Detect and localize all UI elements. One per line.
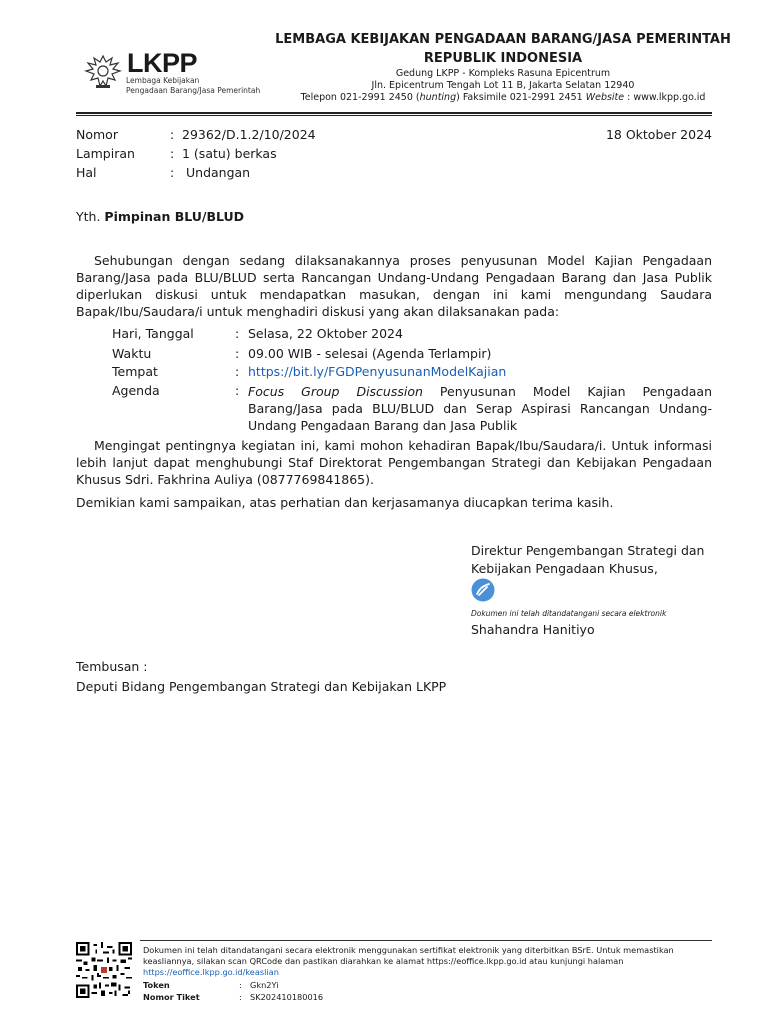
footer-rule (140, 940, 712, 941)
tempat-label: Tempat (112, 364, 158, 379)
tiket-value: SK202410180016 (250, 992, 324, 1002)
hari-label: Hari, Tanggal (112, 326, 194, 341)
lampiran-colon: : (170, 146, 175, 161)
tiket-colon: : (239, 992, 242, 1002)
nomor-value: 29362/D.1.2/10/2024 (182, 127, 316, 142)
paragraph-2-text: Mengingat pentingnya kegiatan ini, kami mohon kehadiran Bapak/Ibu/Saudara/i. Untuk informasi lebih lanjut dapat menghubungi Staf Direktorat Pengembangan Strategi dan Kebijakan Pengadaan Khusus Sdri. Fakhrina Auliya (0877769841865). (76, 438, 712, 487)
agenda-value (248, 383, 712, 434)
agenda-rest: Penyusunan Model Kajian Pengadaan Barang/Jasa pada BLU/BLUD dan Serap Aspirasi Rancangan Undang-Undang Pengadaan Barang dan Jasa Publik (248, 384, 712, 433)
website-label: Website (585, 92, 625, 103)
paragraph-1-text: Sehubungan dengan sedang dilaksanakannya proses penyusunan Model Kajian Pengadaan Barang/Jasa pada BLU/BLUD serta Rancangan Undang-Undang Pengadaan Barang dan Jasa Publik diperlukan diskusi untuk mendapatkan masukan, dengan ini kami mengundang Saudara Bapak/Ibu/Saudara/i untuk menghadiri diskusi yang akan dilaksanakan pada: (76, 253, 712, 319)
waktu-colon: : (235, 346, 240, 361)
institution-title: LEMBAGA KEBIJAKAN PENGADAAN BARANG/JASA PEMERINTAH (275, 32, 731, 47)
website-value: : www.lkpp.go.id (624, 92, 706, 103)
nomor-colon: : (170, 127, 175, 142)
header-rule-thick (76, 112, 712, 114)
body-paragraph-1 (76, 252, 712, 320)
electronic-signature-icon (471, 578, 495, 602)
token-value: Gkn2Yi (250, 980, 279, 990)
letter-date: 18 Oktober 2024 (605, 127, 712, 142)
agenda-label: Agenda (112, 383, 160, 398)
qr-code-icon[interactable] (76, 942, 132, 998)
hal-value: Undangan (186, 165, 251, 180)
recipient-prefix: Yth. (76, 209, 105, 224)
signatory-name: Shahandra Hanitiyo (471, 622, 595, 637)
footer-verification-note: Dokumen ini telah ditandatangani secara elektronik menggunakan sertifikat elektronik yang diterbitkan BSrE. Untuk memastikan keasliannya, silakan scan QRCode dan pastikan diarahkan ke alamat https://eoffice.lkpp.go.id atau kunjungi halaman (143, 945, 674, 966)
logo-text: LKPP (127, 48, 198, 78)
tiket-label: Nomor Tiket (143, 992, 200, 1002)
tempat-colon: : (235, 364, 240, 379)
hari-colon: : (235, 326, 240, 341)
recipient (76, 209, 244, 224)
cc-item: Deputi Bidang Pengembangan Strategi dan Kebijakan LKPP (76, 679, 447, 694)
signature-title (471, 542, 721, 578)
token-label: Token (143, 980, 170, 990)
body-paragraph-3: Demikian kami sampaikan, atas perhatian dan kerjasamanya diucapkan terima kasih. (76, 495, 614, 510)
hal-label: Hal (76, 165, 97, 180)
tempat-link[interactable]: https://bit.ly/FGDPenyusunanModelKajian (248, 364, 507, 379)
garuda-emblem-icon (82, 52, 124, 92)
hal-colon: : (170, 165, 175, 180)
signature-title-line-2: Kebijakan Pengadaan Khusus, (471, 561, 658, 576)
lampiran-label: Lampiran (76, 146, 135, 161)
hari-value: Selasa, 22 Oktober 2024 (248, 326, 403, 341)
signature-title-line-1: Direktur Pengembangan Strategi dan (471, 543, 705, 558)
recipient-name: Pimpinan BLU/BLUD (104, 209, 245, 224)
country-title: REPUBLIK INDONESIA (423, 51, 583, 66)
logo-subtitle (126, 76, 260, 96)
phone-hunting: hunting (419, 92, 457, 103)
logo-subtitle-line-2: Pengadaan Barang/Jasa Pemerintah (126, 86, 261, 95)
nomor-label: Nomor (76, 127, 118, 142)
token-colon: : (239, 980, 242, 990)
phone-text-a: Telepon 021-2991 2450 ( (300, 92, 420, 103)
signature-note: Dokumen ini telah ditandatangani secara elektronik (471, 609, 667, 618)
agenda-italic: Focus Group Discussion (248, 384, 423, 399)
cc-label: Tembusan : (76, 659, 148, 674)
address-line-1: Gedung LKPP - Kompleks Rasuna Epicentrum (395, 68, 611, 79)
address-line-2: Jln. Epicentrum Tengah Lot 11 B, Jakarta Selatan 12940 (371, 80, 635, 91)
phone-text-b: ) Faksimile 021-2991 2451 (456, 92, 586, 103)
contact-line (268, 92, 738, 103)
waktu-value: 09.00 WIB - selesai (Agenda Terlampir) (248, 346, 492, 361)
footer-verification-link[interactable]: https://eoffice.lkpp.go.id/keaslian (143, 967, 279, 977)
agenda-colon: : (235, 383, 240, 398)
lampiran-value: 1 (satu) berkas (182, 146, 277, 161)
body-paragraph-2 (76, 437, 712, 488)
cc-section (76, 657, 446, 697)
waktu-label: Waktu (112, 346, 152, 361)
header-rule-thin (76, 115, 712, 116)
logo-subtitle-line-1: Lembaga Kebijakan (126, 76, 200, 85)
